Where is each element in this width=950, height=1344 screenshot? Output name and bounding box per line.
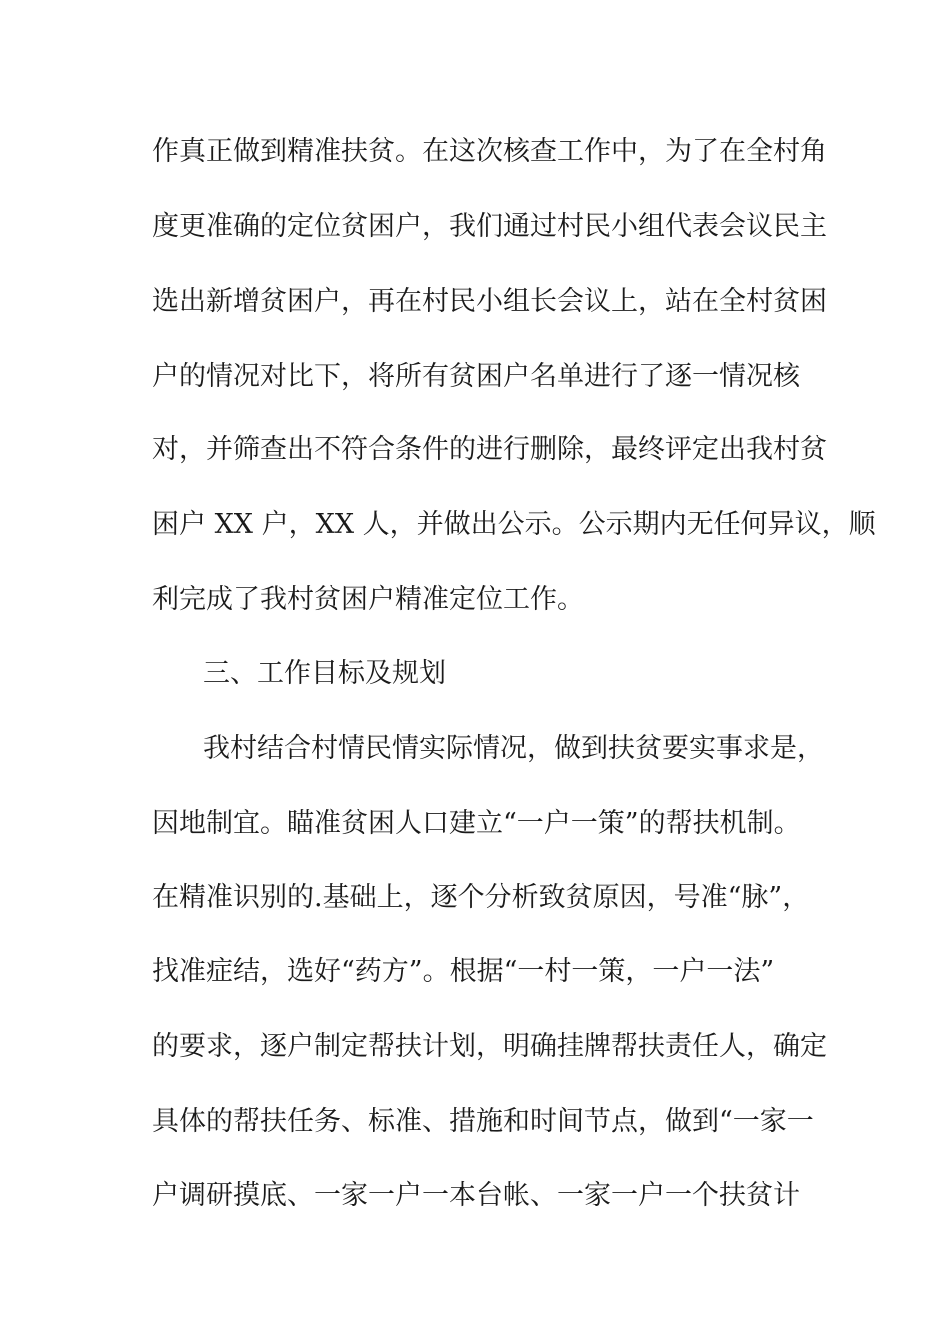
- text-line: 我村结合村情民情实际情况，做到扶贫要实事求是，: [203, 733, 824, 764]
- text-line: 度更准确的定位贫困户，我们通过村民小组代表会议民主: [152, 211, 827, 242]
- text-line: 困户 XX 户，XX 人，并做出公示。公示期内无任何异议，顺: [152, 509, 876, 540]
- text-line: 的要求，逐户制定帮扶计划，明确挂牌帮扶责任人，确定: [152, 1031, 827, 1062]
- text-line: 对，并筛查出不符合条件的进行删除，最终评定出我村贫: [152, 434, 827, 465]
- section-heading: 三、工作目标及规划: [203, 658, 446, 689]
- text-line: 找准症结，选好“药方”。根据“一村一策，一户一法”: [152, 956, 775, 987]
- text-line: 户调研摸底、一家一户一本台帐、一家一户一个扶贫计: [152, 1180, 800, 1211]
- text-line: 在精准识别的.基础上，逐个分析致贫原因，号准“脉”，: [152, 882, 810, 913]
- text-line: 具体的帮扶任务、标准、措施和时间节点，做到“一家一: [152, 1106, 814, 1137]
- text-line: 因地制宜。瞄准贫困人口建立“一户一策”的帮扶机制。: [152, 808, 801, 839]
- text-line: 作真正做到精准扶贫。在这次核查工作中，为了在全村角: [152, 136, 827, 167]
- text-line: 选出新增贫困户，再在村民小组长会议上，站在全村贫困: [152, 286, 827, 317]
- text-line: 户的情况对比下，将所有贫困户名单进行了逐一情况核: [152, 361, 800, 392]
- text-line: 利完成了我村贫困户精准定位工作。: [152, 584, 584, 615]
